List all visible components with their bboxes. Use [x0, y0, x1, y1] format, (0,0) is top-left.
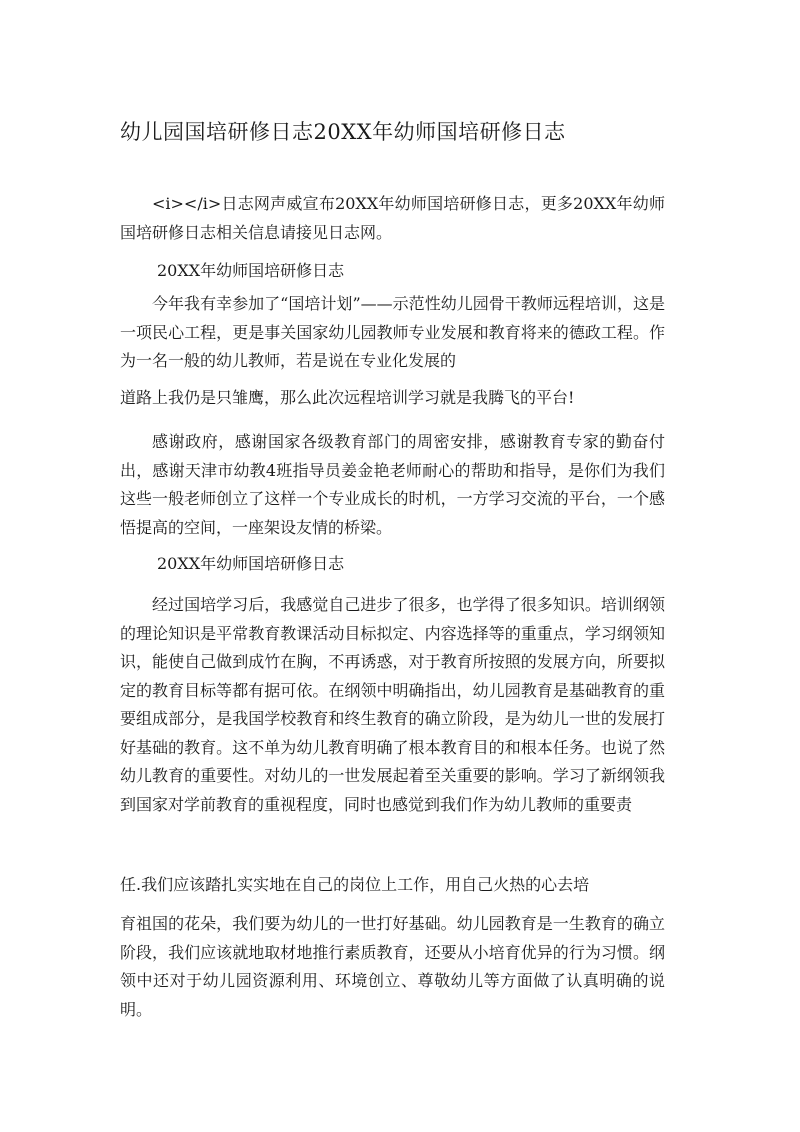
paragraph-3: 经过国培学习后，我感觉自己进步了很多，也学得了很多知识。培训纲领的理论知识是平常教育教课活动目标拟定、内容选择等的重重点，学习纲领知识，能使自己做到成竹在胸，不再诱惑，对于教育所按照的发展方向，所要拟定的教育目标等都有据可依。在纲领中明确指出，幼儿园教育是基础教育的重要组成部分，是我国学校教育和终生教育的确立阶段，是为幼儿一世的发展打好基础的教育。这不单为幼儿教育明确了根本教育目的和根本任务。也说了然幼儿教育的重要性。对幼儿的一世发展起着至关重要的影响。学习了新纲领我到国家对学前教育的重视程度，同时也感觉到我们作为幼儿教师的重要责 — [120, 595, 665, 814]
paragraph-4: 育祖国的花朵，我们要为幼儿的一世打好基础。幼儿园教育是一生教育的确立阶段，我们应该就地取材地推行素质教育，还要从小培育优异的行为习惯。纲领中还对于幼儿园资源利用、环境创立、尊敬幼儿等方面做了认真明确的说明。 — [120, 914, 665, 1019]
paragraph-1-continuation: 道路上我仍是只雏鹰，那么此次远程培训学习就是我腾飞的平台! — [120, 388, 575, 407]
section-heading-1: 20XX年幼师国培研修日志 — [157, 261, 345, 280]
section-heading-2: 20XX年幼师国培研修日志 — [157, 554, 345, 573]
paragraph-2: 感谢政府，感谢国家各级教育部门的周密安排，感谢教育专家的勤奋付出，感谢天津市幼教4班指导员姜金艳老师耐心的帮助和指导，是你们为我们这些一般老师创立了这样一个专业成长的时机，一方学习交流的平台，一个感悟提高的空间，一座架设友情的桥梁。 — [120, 432, 665, 537]
intro-paragraph: <i></i>日志网声威宣布20XX年幼师国培研修日志，更多20XX年幼师国培研修日志相关信息请接见日志网。 — [120, 194, 665, 242]
paragraph-1: 今年我有幸参加了“国培计划”——示范性幼儿园骨干教师远程培训，这是一项民心工程，更是事关国家幼儿园教师专业发展和教育将来的德政工程。作为一名一般的幼儿教师，若是说在专业化发展的 — [120, 294, 665, 370]
paragraph-3-continuation: 任.我们应该踏扎实实地在自己的岗位上工作，用自己火热的心去培 — [120, 875, 590, 894]
document-title: 幼儿园国培研修日志20XX年幼师国培研修日志 — [120, 120, 566, 144]
